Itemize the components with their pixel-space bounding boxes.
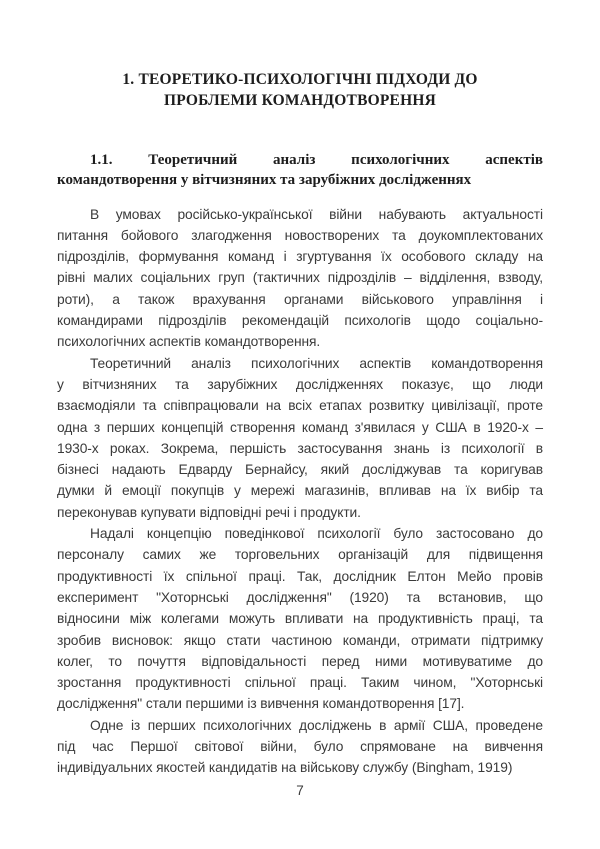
paragraph xyxy=(57,353,543,523)
paragraph xyxy=(57,715,543,779)
paragraph xyxy=(57,204,543,353)
text-line: бізнесі надають Едварду Бернайсу, який досліджував та коригував xyxy=(57,462,543,478)
section-heading xyxy=(57,150,543,191)
text-line: у вітчизняних та зарубіжних дослідженнях показує, що люди xyxy=(57,376,543,392)
text-line: зростання продуктивності спільної праці. Таким чином, "Хоторнські xyxy=(57,675,543,691)
text-line: командирами підрозділів рекомендацій психологів щодо соціально- xyxy=(57,313,543,329)
chapter-title-line: 1. ТЕОРЕТИКО-ПСИХОЛОГІЧНІ ПІДХОДИ ДО xyxy=(122,71,478,88)
paragraph xyxy=(57,523,543,715)
text-line: Надалі концепцію поведінкової психології було застосовано до xyxy=(90,526,543,542)
chapter-title xyxy=(57,69,543,112)
text-line: під час Першої світової війни, було спрямоване на вивчення xyxy=(57,739,543,755)
text-line: відносини між колегами можуть впливати на продуктивність праці, та xyxy=(57,611,543,627)
text-line: Одне із перших психологічних досліджень в армії США, проведене xyxy=(90,717,543,733)
text-line: думки й емоції покупців у мережі магазинів, впливав на їх вибір та xyxy=(57,483,543,499)
section-heading-line: 1.1. Теоретичний аналіз психологічних аспектів xyxy=(90,151,543,168)
body-text xyxy=(57,204,543,779)
text-line: В умовах російсько-української війни набувають актуальності xyxy=(90,206,543,222)
text-line: колег, то почуття відповідальності перед ними мотивуватиме до xyxy=(57,653,543,669)
text-line: продуктивності їх спільної праці. Так, дослідник Елтон Мейо провів xyxy=(57,568,543,584)
chapter-title-line: ПРОБЛЕМИ КОМАНДОТВОРЕННЯ xyxy=(164,92,436,110)
text-line: одна з перших концепцій створення команд з'явилася у США в 1920-х – xyxy=(57,419,543,435)
text-line: персоналу самих же торговельних організацій для підвищення xyxy=(57,547,543,563)
text-line: психологічних аспектів командотворення. xyxy=(57,334,321,350)
text-line: рівні малих соціальних груп (тактичних підрозділів – відділення, взводу, xyxy=(57,270,543,286)
text-line: експеримент "Хоторнські дослідження" (1920) та встановив, що xyxy=(57,589,543,605)
text-line: підрозділів, формування команд і згуртування їх особового складу на xyxy=(57,249,543,265)
page-content xyxy=(57,0,543,779)
text-line: Теоретичний аналіз психологічних аспектів командотворення xyxy=(90,355,543,371)
text-line: індивідуальних якостей кандидатів на військову службу (Bingham, 1919) xyxy=(57,760,513,776)
text-line: взаємодіяли та співпрацювали на всіх етапах розвитку цивілізації, проте xyxy=(57,398,543,414)
page-number: 7 xyxy=(296,783,304,798)
text-line: переконував купувати відповідні речі і продукти. xyxy=(57,504,361,520)
text-line: дослідження" стали першими із вивчення командотворення [17]. xyxy=(57,696,465,712)
text-line: роти), а також врахування органами військового управління і xyxy=(57,291,543,307)
text-line: 1930-х роках. Зокрема, першість застосування знань із психології в xyxy=(57,440,543,456)
section-heading-line: командотворення у вітчизняних та зарубіжних дослідженнях xyxy=(57,172,472,189)
text-line: зробив висновок: якщо стати частиною команди, отримати підтримку xyxy=(57,632,543,648)
text-line: питання бойового злагодження новостворених та доукомплектованих xyxy=(57,227,543,243)
